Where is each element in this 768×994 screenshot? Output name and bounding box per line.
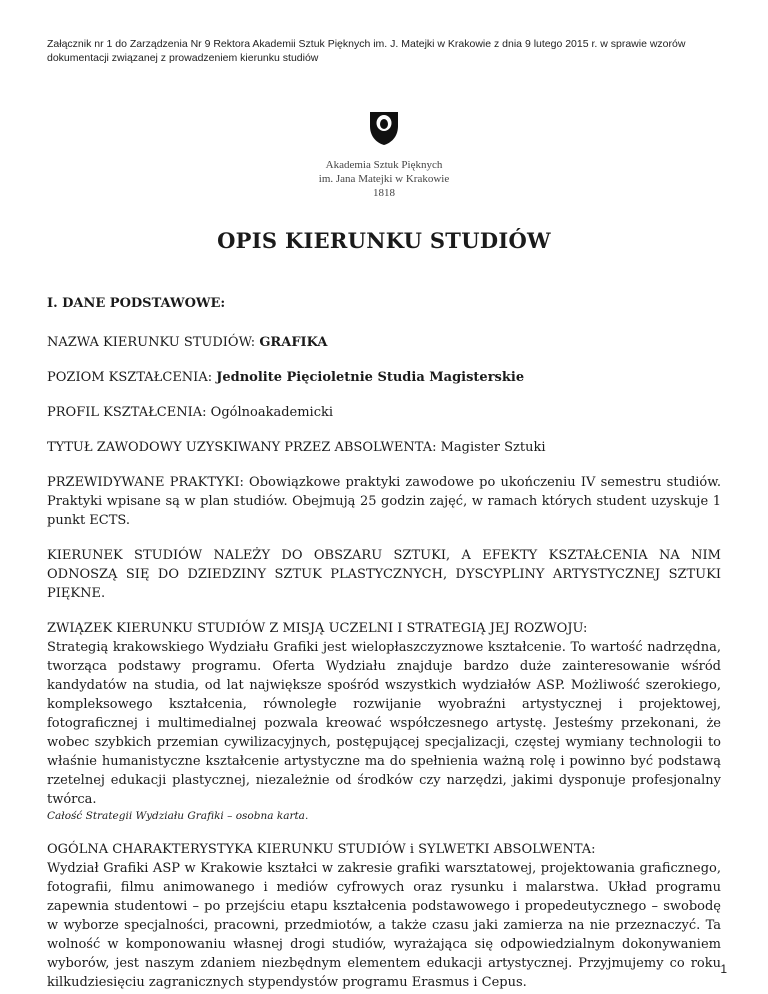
charakterystyka-section (47, 840, 721, 992)
misja-note: Całość Strategii Wydziału Grafiki – osobna karta. (47, 810, 309, 822)
field-label: POZIOM KSZTAŁCENIA: (47, 370, 217, 385)
misja-section (47, 619, 721, 824)
charakterystyka-heading: OGÓLNA CHARAKTERYSTYKA KIERUNKU STUDIÓW i SYLWETKI ABSOLWENTA: (47, 842, 596, 857)
field-poziom (47, 368, 721, 387)
field-label: PRZEWIDYWANE PRAKTYKI: (47, 475, 250, 490)
academy-shield-logo-icon (366, 110, 402, 146)
field-tytul (47, 438, 721, 457)
misja-heading: ZWIĄZEK KIERUNKU STUDIÓW Z MISJĄ UCZELNI I STRATEGIĄ JEJ ROZWOJU: (47, 621, 588, 636)
page-number: 1 (720, 962, 727, 976)
field-value: Ogólnoakademicki (210, 405, 334, 420)
logo-line-1: Akademia Sztuk Pięknych (325, 159, 443, 171)
misja-text: Strategią krakowskiego Wydziału Grafiki jest wielopłaszczyznowe kształcenie. To wartość nadrzędna, tworząca podstawy programu. Oferta Wydziału znajduje bardzo duże zainteresowanie wśród kandydatów na studia, od lat największe spośród wszystkich wydziałów ASP. Możliwość szerokiego, kompleksowego kształcenia, równoległe rozwijanie wyobraźni artystycznej i projektowej, fotograficznej i multimedialnej pozwala kreować współczesnego artystę. Jesteśmy przekonani, że wobec szybkich przemian cywilizacyjnych, postępującej specjalizacji, częstej wymiany technologii to właśnie humanistyczne kształcenie artystyczne ma do spełnienia ważną rolę i powinno być podstawą rzetelnej edukacji plastycznej, niezależnie od środków czy narzędzi, jakimi dysponuje profesjonalny twórca. (47, 640, 721, 807)
field-value: Magister Sztuki (440, 440, 546, 455)
logo-line-2: im. Jana Matejki w Krakowie (318, 173, 450, 185)
attachment-note: Załącznik nr 1 do Zarządzenia Nr 9 Rektora Akademii Sztuk Pięknych im. J. Matejki w Krakowie z dnia 9 lutego 2015 r. w sprawie wzorów dokumentacji związanej z prowadzeniem kierunku studiów (47, 38, 686, 64)
section-heading: I. DANE PODSTAWOWE: (47, 296, 226, 311)
field-profil (47, 403, 721, 422)
field-label: NAZWA KIERUNKU STUDIÓW: (47, 335, 260, 350)
field-kierunek (47, 333, 721, 352)
field-value: Jednolite Pięcioletnie Studia Magisterskie (216, 370, 525, 385)
obszar-statement: KIERUNEK STUDIÓW NALEŻY DO OBSZARU SZTUKI, A EFEKTY KSZTAŁCENIA NA NIM ODNOSZĄ SIĘ DO DZIEDZINY SZTUK PLASTYCZNYCH, DYSCYPLINY ARTYSTYCZNEJ SZTUKI PIĘKNE. (47, 548, 721, 601)
document-body (47, 294, 721, 992)
field-label: TYTUŁ ZAWODOWY UZYSKIWANY PRZEZ ABSOLWENTA: (47, 440, 441, 455)
academy-logo-block (300, 110, 468, 200)
charakterystyka-text: Wydział Grafiki ASP w Krakowie kształci w zakresie grafiki warsztatowej, projektowania graficznego, fotografii, filmu animowanego i mediów cyfrowych oraz rysunku i malarstwa. Układ programu zapewnia studentowi – po przejściu etapu kształcenia podstawowego i propedeutycznego – swobodę w wyborze specjalności, pracowni, przedmiotów, a także czasu jaki zamierza na nie przeznaczyć. Ta wolność w komponowaniu własnej drogi studiów, wyrażająca się odpowiedzialnym dokonywaniem wyborów, jest naszym zdaniem niezbędnym elementem edukacji artystycznej. Przyjmujemy co roku kilkudziesięciu zagranicznych stypendystów programu Erasmus i Cepus. (47, 861, 721, 990)
document-title: OPIS KIERUNKU STUDIÓW (217, 228, 551, 253)
field-value: Obowiązkowe praktyki zawodowe po ukończeniu IV semestru studiów. Praktyki wpisane są w plan studiów. Obejmują 25 godzin zajęć, w ramach których student uzyskuje 1 punkt ECTS. (47, 475, 721, 528)
field-value: GRAFIKA (259, 335, 328, 350)
field-praktyki (47, 473, 721, 530)
field-label: PROFIL KSZTAŁCENIA: (47, 405, 211, 420)
logo-line-3: 1818 (373, 187, 395, 199)
